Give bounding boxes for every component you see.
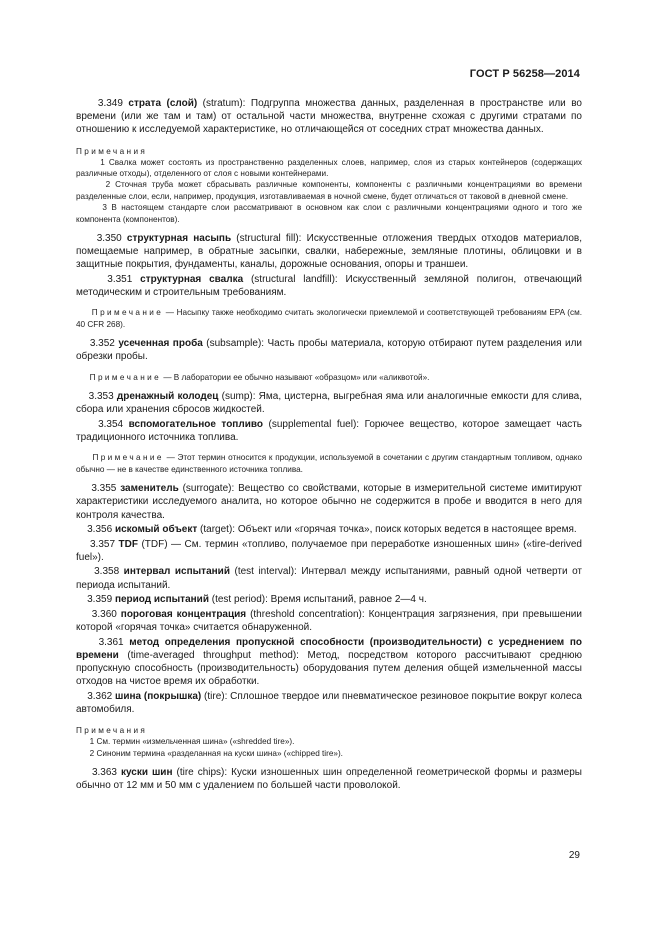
note-2: 2 Сточная труба может сбрасывать различные компоненты, компоненты с различными концентрациями во времени разделенные слои, если, например, продукция, изготавливаемая в ночной смене, будет отличаться от таковой в дневной смене. <box>76 180 582 201</box>
note-3: 3 В настоящем стандарте слои рассматривают в основном как слои с различными концентрациями одного и того же компонента (компонентов). <box>76 203 582 224</box>
entry-number: 3.360 <box>91 608 117 620</box>
entry-definition: (structural landfill): Искусственный земляной полигон, отвечающий методическим и строительным требованиям. <box>76 274 582 299</box>
entry-term: интервал испытаний <box>123 566 230 578</box>
entry-number: 3.362 <box>87 690 113 702</box>
term-entry-3-353 <box>76 390 582 416</box>
entry-number: 3.352 <box>89 338 115 350</box>
entry-definition: (time-averaged throughput method): Метод, посредством которого рассчитывают среднюю пропускную способность (производительность) оборудования путем деления общей измельченной массы отходов на чистое время их обработки. <box>76 649 582 688</box>
notes-heading: Примечания <box>76 146 148 156</box>
entry-term: усеченная проба <box>118 338 203 350</box>
term-entry-3-363 <box>76 766 582 792</box>
entry-definition: (test period): Время испытаний, равное 2—4 ч. <box>208 594 427 606</box>
entry-term: TDF <box>118 538 138 550</box>
note-2: 2 Синоним термина «разделанная на куски шина» («chipped tire»). <box>89 748 343 758</box>
entry-definition: (supplemental fuel): Горючее вещество, которое замещает часть традиционного источника топлива. <box>76 418 582 444</box>
entry-term: пороговая концентрация <box>120 608 247 620</box>
notes-heading: Примечания <box>76 726 148 736</box>
term-entry-3-350 <box>76 232 582 272</box>
entry-number: 3.357 <box>89 538 116 550</box>
document-body <box>76 97 582 794</box>
term-entry-3-358 <box>76 565 582 591</box>
entry-definition: (test interval): Интервал между испытаниями, равный одной четверти от периода испытаний. <box>76 566 582 591</box>
entry-term: заменитель <box>120 483 179 495</box>
entry-number: 3.353 <box>88 391 114 403</box>
term-entry-3-356 <box>76 523 582 536</box>
entry-definition: (TDF) — См. термин «топливо, получаемое при переработке изношенных шин» («tire-derived fuel»). <box>76 538 582 563</box>
page-number: 29 <box>568 850 580 861</box>
term-entry-3-357 <box>76 538 582 564</box>
entry-definition: (target): Объект или «горячая точка», поиск которых ведется в настоящее время. <box>197 524 577 536</box>
entry-definition: (surrogate): Вещество со свойствами, которые в измерительной системе имитируют характеристики исследуемого аналита, но которое обычно не содержится в пробе и вводится в него для контроля качества. <box>76 483 583 521</box>
entry-definition: (stratum): Подгруппа множества данных, разделенная в пространстве или во времени (или же там и там) от остальной части множества, внутренне схожая с другими стратами по отношению к исследуемой характеристике, но отличающейся от соседних страт множества данных. <box>76 98 582 136</box>
entry-definition: (tire): Сплошное твердое или пневматическое резиновое покрытие вокруг колеса автомобиля. <box>76 690 582 716</box>
note-3-352: Примечание — В лаборатории ее обычно называют «образцом» или «аликвотой». <box>89 372 430 382</box>
entry-definition: (threshold concentration): Концентрация загрязнения, при превышении которой «горячая точка» считается обнаруженной. <box>76 608 582 634</box>
term-entry-3-351 <box>76 273 582 299</box>
entry-term: шина (покрышка) <box>115 690 202 702</box>
entry-term: структурная насыпь <box>126 233 232 245</box>
entry-definition: (tire chips): Куски изношенных шин определенной геометрической формы и размеры обычно от 12 мм и 50 мм с удалением по большей части проволокой. <box>76 767 582 792</box>
term-entry-3-354 <box>76 418 582 444</box>
entry-number: 3.363 <box>91 767 117 779</box>
term-entry-3-355 <box>76 482 582 522</box>
note-3-354: Примечание — Этот термин относится к продукции, используемой в сочетании с другим стандартным топливом, однако обычно — не в качестве единственного источника топлива. <box>76 453 582 474</box>
entry-definition: (structural fill): Искусственные отложения твердых отходов материалов, помещаемые например, в обратные засыпки, свалки, набережные, земляные плотины, облицовки и в защитные покрытия, фундаменты, каналы, дорожные основания, опоры и траншеи. <box>76 233 583 271</box>
entry-number: 3.349 <box>97 98 123 109</box>
entry-term: период испытаний <box>114 594 209 606</box>
entry-term: вспомогательное топливо <box>128 418 263 430</box>
entry-number: 3.361 <box>98 636 124 648</box>
term-entry-3-352 <box>76 337 582 363</box>
entry-number: 3.356 <box>87 524 113 536</box>
entry-number: 3.354 <box>98 418 124 430</box>
standard-designation: ГОСТ Р 56258—2014 <box>469 68 580 80</box>
entry-number: 3.350 <box>96 233 122 245</box>
term-entry-3-349 <box>76 97 582 137</box>
note-1: 1 См. термин «измельченная шина» («shredded tire»). <box>89 737 295 747</box>
entry-term: метод определения пропускной способности (производительности) с усреднением по времени <box>76 636 582 661</box>
entry-number: 3.355 <box>91 483 117 495</box>
entry-term: искомый объект <box>114 524 198 536</box>
entry-term: дренажный колодец <box>116 391 219 403</box>
entry-number: 3.359 <box>87 594 113 606</box>
entry-number: 3.358 <box>94 566 120 578</box>
entry-definition: (subsample): Часть пробы материала, которую отбирают путем разделения или обрезки пробы. <box>76 338 583 363</box>
term-entry-3-361 <box>76 636 582 689</box>
term-entry-3-359 <box>76 593 582 606</box>
term-entry-3-362 <box>76 690 582 716</box>
entry-number: 3.351 <box>107 274 133 286</box>
entry-definition: (sump): Яма, цистерна, выгребная яма или аналогичные емкости для слива, сбора или хранения сбросов жидкостей. <box>76 391 582 416</box>
term-entry-3-360 <box>76 608 582 634</box>
entry-term: структурная свалка <box>140 274 244 286</box>
entry-term: куски шин <box>120 767 173 779</box>
entry-term: страта (слой) <box>128 98 198 109</box>
note-3-351: Примечание — Насыпку также необходимо считать экологически приемлемой и соответствующей требованиям EPA (см. 40 CFR 268). <box>76 308 582 329</box>
note-1: 1 Свалка может состоять из пространственно разделенных слоев, например, слоя из старых контейнеров (содержащих различные отходы), отделенного от слоя с новыми контейнерами. <box>76 157 582 179</box>
